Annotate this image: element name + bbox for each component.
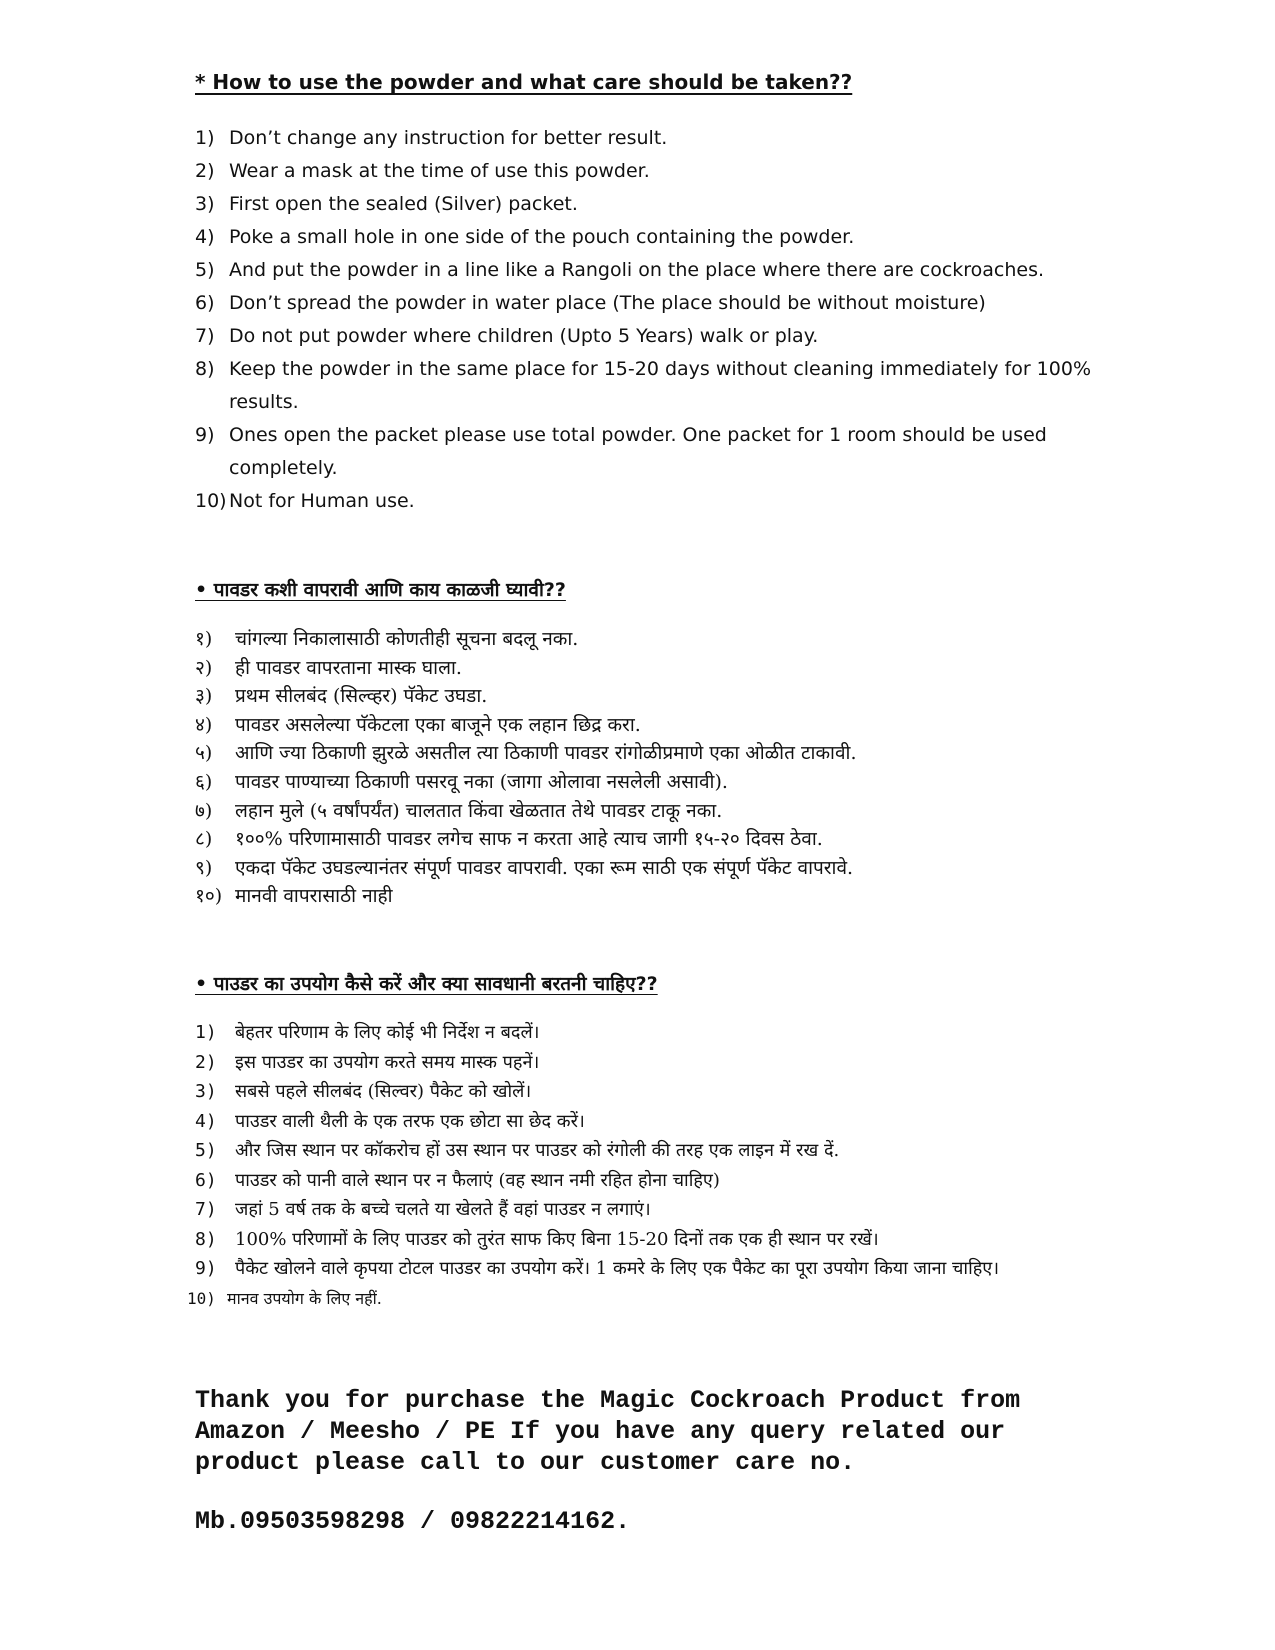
item-text: 100% परिणामों के लिए पाउडर को तुरंत साफ किए बिना 15-20 दिनों तक एक ही स्थान पर रखें।	[235, 1228, 879, 1250]
list-item	[195, 1136, 1085, 1166]
item-text: पैकेट खोलने वाले कृपया टोटल पाउडर का उपयोग करें। 1 कमरे के लिए एक पैकेट का पूरा उपयोग किया जाना चाहिए।	[235, 1258, 1000, 1279]
item-number: ४)	[195, 713, 213, 736]
item-text: और जिस स्थान पर कॉकरोच हों उस स्थान पर पाउडर को रंगोली की तरह एक लाइन में रख दें.	[235, 1140, 840, 1161]
list-item	[195, 1048, 1085, 1078]
list-item	[187, 1284, 1085, 1314]
list-item	[195, 1018, 1085, 1048]
item-number: 3)	[195, 193, 215, 215]
marathi-instruction-list	[195, 625, 1095, 911]
item-number: 4)	[195, 1110, 217, 1132]
item-number: 7)	[195, 1199, 217, 1220]
item-text: इस पाउडर का उपयोग करते समय मास्क पहनें।	[235, 1051, 540, 1073]
list-item	[195, 254, 1095, 287]
item-number: 1)	[195, 127, 215, 149]
item-number: 10)	[195, 490, 227, 512]
list-item	[195, 625, 1095, 654]
item-number: 1)	[195, 1022, 217, 1043]
item-text: लहान मुले (५ वर्षांपर्यंत) चालतात किंवा खेळतात तेथे पावडर टाकू नका.	[235, 799, 723, 822]
list-item	[195, 188, 1095, 221]
list-item	[195, 353, 1095, 419]
item-text: पावडर असलेल्या पॅकेटला एका बाजूने एक लहान छिद्र करा.	[235, 713, 641, 736]
item-number: 10)	[187, 1288, 216, 1308]
item-text: First open the sealed (Silver) packet.	[229, 193, 578, 215]
item-number: 2)	[195, 1051, 217, 1073]
item-text: सबसे पहले सीलबंद (सिल्वर) पैकेट को खोलें।	[235, 1081, 532, 1102]
item-text: Wear a mask at the time of use this powder.	[229, 160, 650, 182]
item-text: पावडर पाण्याच्या ठिकाणी पसरवू नका (जागा ओलावा नसलेली असावी).	[235, 770, 728, 793]
list-item	[195, 711, 1095, 740]
item-text: आणि ज्या ठिकाणी झुरळे असतील त्या ठिकाणी पावडर रांगोळीप्रमाणे एका ओळीत टाकावी.	[235, 742, 857, 765]
list-item	[195, 122, 1095, 155]
list-item	[195, 287, 1095, 320]
item-number: 4)	[195, 226, 215, 248]
list-item	[195, 1107, 1085, 1137]
item-number: 2)	[195, 160, 215, 182]
hindi-instruction-list	[187, 1018, 1085, 1313]
item-text: पाउडर को पानी वाले स्थान पर न फैलाएं (वह स्थान नमी रहित होना चाहिए)	[235, 1169, 720, 1191]
item-text: प्रथम सीलबंद (सिल्व्हर) पॅकेट उघडा.	[235, 685, 488, 708]
item-number: ३)	[195, 685, 213, 708]
item-text: मानव उपयोग के लिए नहीं.	[227, 1288, 382, 1308]
item-text: ही पावडर वापरताना मास्क घाला.	[235, 656, 462, 679]
item-text: Keep the powder in the same place for 15-20 days without cleaning immediately for 100% results.	[229, 358, 1091, 413]
item-number: ५)	[195, 742, 213, 765]
item-number: १०)	[195, 885, 223, 908]
list-item	[195, 882, 1095, 911]
item-number: 8)	[195, 358, 215, 380]
english-instruction-list	[195, 122, 1095, 518]
item-text: मानवी वापरासाठी नाही	[235, 885, 393, 908]
item-number: 9)	[195, 424, 215, 446]
item-number: 5)	[195, 1140, 217, 1161]
item-text: एकदा पॅकेट उघडल्यानंतर संपूर्ण पावडर वापरावी. एका रूम साठी एक संपूर्ण पॅकेट वापरावे.	[235, 856, 854, 879]
item-text: Ones open the packet please use total powder. One packet for 1 room should be used completely.	[229, 424, 1047, 479]
list-item	[195, 1166, 1085, 1196]
item-text: जहां 5 वर्ष तक के बच्चे चलते या खेलते हैं वहां पाउडर न लगाएं।	[235, 1199, 651, 1220]
item-text: १००% परिणामासाठी पावडर लगेच साफ न करता आहे त्याच जागी १५-२० दिवस ठेवा.	[235, 828, 823, 851]
item-number: ८)	[195, 828, 213, 851]
item-number: ९)	[195, 856, 213, 879]
item-number: 3)	[195, 1081, 217, 1102]
hindi-heading: • पाउडर का उपयोग कैसे करें और क्या सावधानी बरतनी चाहिए??	[195, 973, 658, 995]
item-number: 6)	[195, 292, 215, 314]
item-text: Don’t spread the powder in water place (The place should be without moisture)	[229, 292, 986, 314]
list-item	[195, 739, 1095, 768]
customer-care-numbers: Mb.09503598298 / 09822214162.	[195, 1507, 631, 1536]
item-number: २)	[195, 656, 213, 679]
list-item	[195, 1077, 1085, 1107]
list-item	[195, 654, 1095, 683]
item-number: 7)	[195, 325, 215, 347]
list-item	[195, 1225, 1085, 1255]
thank-you-message: Thank you for purchase the Magic Cockroach Product from Amazon / Meesho / PE If you have any query related our product please call to our customer care no.	[195, 1386, 1021, 1477]
list-item	[195, 854, 1095, 883]
item-text: Don’t change any instruction for better result.	[229, 127, 668, 149]
list-item	[195, 797, 1095, 826]
item-text: पाउडर वाली थैली के एक तरफ एक छोटा सा छेद करें।	[235, 1110, 585, 1132]
list-item	[195, 221, 1095, 254]
item-text: Not for Human use.	[229, 490, 415, 512]
item-number: 6)	[195, 1169, 217, 1191]
item-number: ७)	[195, 799, 213, 822]
item-number: 5)	[195, 259, 215, 281]
list-item	[195, 485, 1095, 518]
item-number: ६)	[195, 770, 213, 793]
list-item	[195, 155, 1095, 188]
english-heading: * How to use the powder and what care should be taken??	[195, 70, 853, 94]
marathi-heading: • पावडर कशी वापरावी आणि काय काळजी घ्यावी??	[195, 579, 566, 601]
list-item	[195, 419, 1095, 485]
list-item	[195, 1254, 1085, 1284]
item-text: Poke a small hole in one side of the pouch containing the powder.	[229, 226, 855, 248]
item-number: १)	[195, 628, 213, 650]
item-number: 8)	[195, 1228, 217, 1250]
list-item	[195, 1195, 1085, 1225]
list-item	[195, 320, 1095, 353]
item-number: 9)	[195, 1258, 217, 1279]
item-text: And put the powder in a line like a Rangoli on the place where there are cockroaches.	[229, 259, 1045, 281]
list-item	[195, 768, 1095, 797]
list-item	[195, 825, 1095, 854]
item-text: Do not put powder where children (Upto 5 Years) walk or play.	[229, 325, 819, 347]
item-text: चांगल्या निकालासाठी कोणतीही सूचना बदलू नका.	[235, 628, 579, 650]
item-text: बेहतर परिणाम के लिए कोई भी निर्देश न बदलें।	[235, 1022, 540, 1043]
list-item	[195, 682, 1095, 711]
